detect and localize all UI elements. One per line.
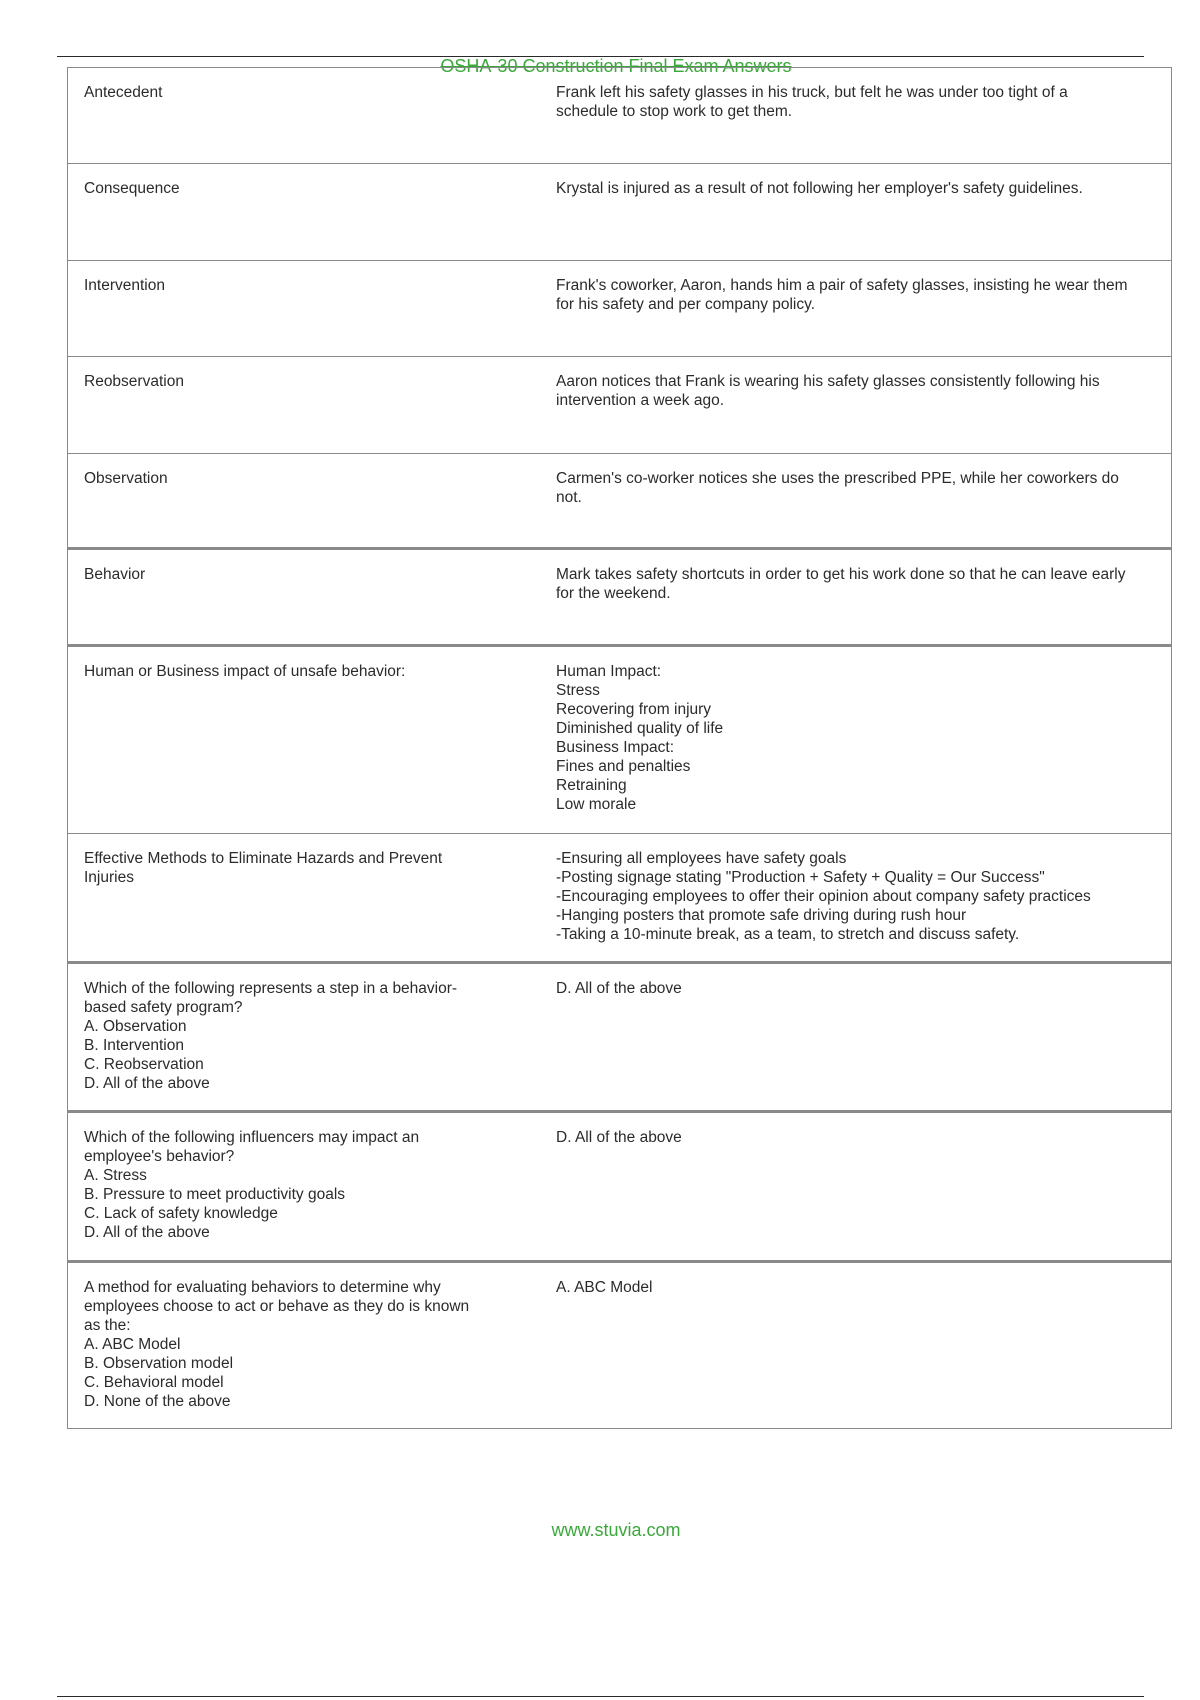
card-row bbox=[68, 550, 1171, 647]
card-term: Consequence bbox=[84, 180, 180, 197]
card-definition: D. All of the above bbox=[556, 980, 682, 997]
card-definition: Carmen's co-worker notices she uses the prescribed PPE, while her coworkers do not. bbox=[556, 470, 1119, 506]
document-title: OSHA-30 Construction Final Exam Answers bbox=[440, 56, 792, 76]
card-definition: -Ensuring all employees have safety goals -Posting signage stating "Production + Safety + Quality = Our Success" -Encouraging employees to offer their opinion about company safety practices -Hanging posters that promote safe driving during rush hour -Taking a 10-minute break, as a team, to stretch and discuss safety. bbox=[556, 850, 1091, 943]
card-term: A method for evaluating behaviors to determine why employees choose to act or behave as they do is known as the: A. ABC Model B. Observation model C. Behavioral model D. None of the above bbox=[84, 1279, 470, 1410]
card-row bbox=[68, 1263, 1171, 1429]
card-term: Which of the following represents a step in a behavior- based safety program? A. Observation B. Intervention C. Reobservation D. All of the above bbox=[84, 980, 458, 1092]
card-term: Which of the following influencers may impact an employee's behavior? A. Stress B. Pressure to meet productivity goals C. Lack of safety knowledge D. All of the above bbox=[84, 1129, 420, 1241]
card-definition: Frank's coworker, Aaron, hands him a pair of safety glasses, insisting he wear them for his safety and per company policy. bbox=[556, 277, 1128, 313]
flashcard-table bbox=[67, 67, 1172, 1429]
card-term: Observation bbox=[84, 470, 168, 487]
card-row bbox=[68, 454, 1171, 550]
card-term: Antecedent bbox=[84, 84, 163, 101]
card-row bbox=[68, 834, 1171, 964]
card-definition: Krystal is injured as a result of not following her employer's safety guidelines. bbox=[556, 180, 1083, 197]
stuvia-link[interactable]: www.stuvia.com bbox=[551, 1520, 681, 1540]
card-term: Reobservation bbox=[84, 373, 184, 390]
card-row bbox=[68, 261, 1171, 357]
card-definition: Aaron notices that Frank is wearing his safety glasses consistently following his intervention a week ago. bbox=[556, 373, 1100, 409]
card-term: Intervention bbox=[84, 277, 165, 294]
card-definition: Mark takes safety shortcuts in order to get his work done so that he can leave early for the weekend. bbox=[556, 566, 1126, 602]
card-row bbox=[68, 357, 1171, 454]
card-row bbox=[68, 68, 1171, 164]
card-term: Effective Methods to Eliminate Hazards and Prevent Injuries bbox=[84, 850, 443, 886]
footer-rule bbox=[57, 1696, 1144, 1697]
card-row bbox=[68, 647, 1171, 834]
card-term: Human or Business impact of unsafe behavior: bbox=[84, 663, 406, 680]
card-term: Behavior bbox=[84, 566, 146, 583]
card-definition: D. All of the above bbox=[556, 1129, 682, 1146]
card-row bbox=[68, 964, 1171, 1113]
card-row bbox=[68, 1113, 1171, 1263]
card-definition: Frank left his safety glasses in his truck, but felt he was under too tight of a schedule to stop work to get them. bbox=[556, 84, 1068, 120]
card-row bbox=[68, 164, 1171, 261]
card-definition: Human Impact: Stress Recovering from injury Diminished quality of life Business Impact: Fines and penalties Retraining Low morale bbox=[556, 663, 724, 813]
card-definition: A. ABC Model bbox=[556, 1279, 653, 1296]
